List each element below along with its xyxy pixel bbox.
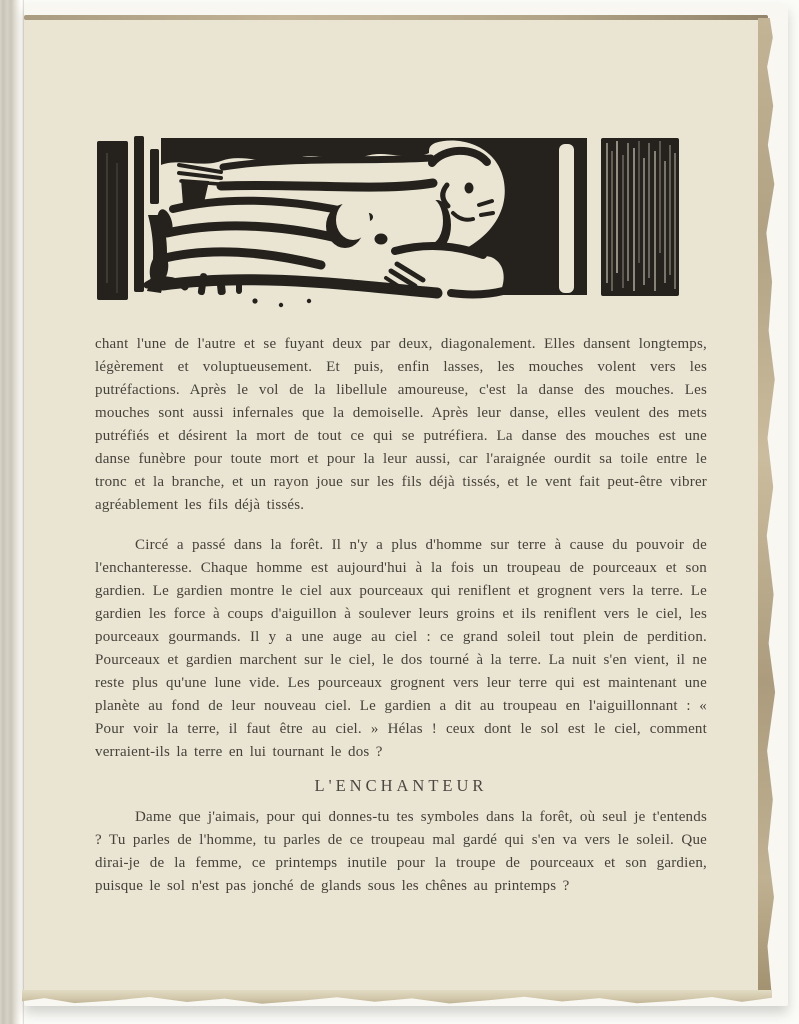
section-heading: L'ENCHANTEUR [314,776,488,795]
woodcut-figure [147,138,587,307]
paragraph: Dame que j'aimais, pour qui donnes-tu tes symboles dans la forêt, où seul je t'entends ? Tu parles de l'homme, tu parles de ce troupeau mal gardé qui s'en va vers le soleil. Que dirai-je de la femme, ce printemps inutile pour la troupe de pourceaux et son gardien, puisque le sol n'est pas jonché de glands sous les chênes au printemps ? [95,809,707,894]
woodcut-svg [95,133,707,321]
paragraph: chant l'une de l'autre et se fuyant deux par deux, diagonalement. Elles dansent longtemps, légèrement et voluptueusement. Et puis, enfin lasses, les mouches volent vers les putréfactions. Après le vol de la libellule amoureuse, c'est la danse des mouches. Les mouches sont aussi infernales que la demoiselle. Après leur danse, elles veulent des mets putréfiés et désirent la mort de tout ce qui se putréfiera. La danse des mouches est une danse funèbre pour toute mort et pour la leur aussi, car l'araignée ourdit sa toile entre le tronc et la branche, et un rayon joue sur les fils déjà tissés, et le vent fait peut-être vibrer agréablement les fils déjà tissés. [95,336,707,513]
book-page [24,18,762,995]
book-binding-edge [0,0,24,1024]
woodcut-striated-block [601,138,679,296]
page-text [95,333,707,898]
paragraph: Circé a passé dans la forêt. Il n'y a plus d'homme sur terre à cause du pouvoir de l'enchanteresse. Chaque homme est aujourd'hui à la fois un troupeau de pourceaux et son gardien. Le gardien montre le ciel aux pourceaux qui reniflent et grognent vers la terre. Le gardien les force à coups d'aiguillon à soulever leurs groins et ils reniflent vers le ciel, les pourceaux gourmands. Il y a une auge au ciel : ce grand soleil tout plein de perdition. Pourceaux et gardien marchent sur le ciel, le dos tourné à la terre. La nuit s'en vient, il ne reste plus qu'une lune vide. Les pourceaux grognent vers leur terre qui est maintenant une planète au fond de leur nouveau ciel. Le gardien a dit au troupeau en l'aiguillonnant : « Pour voir la terre, il faut être au ciel. » Hélas ! ceux dont le sol est le ciel, comment verraient-ils la terre en lui tournant le dos ? [95,537,707,760]
woodcut-illustration [95,133,707,321]
